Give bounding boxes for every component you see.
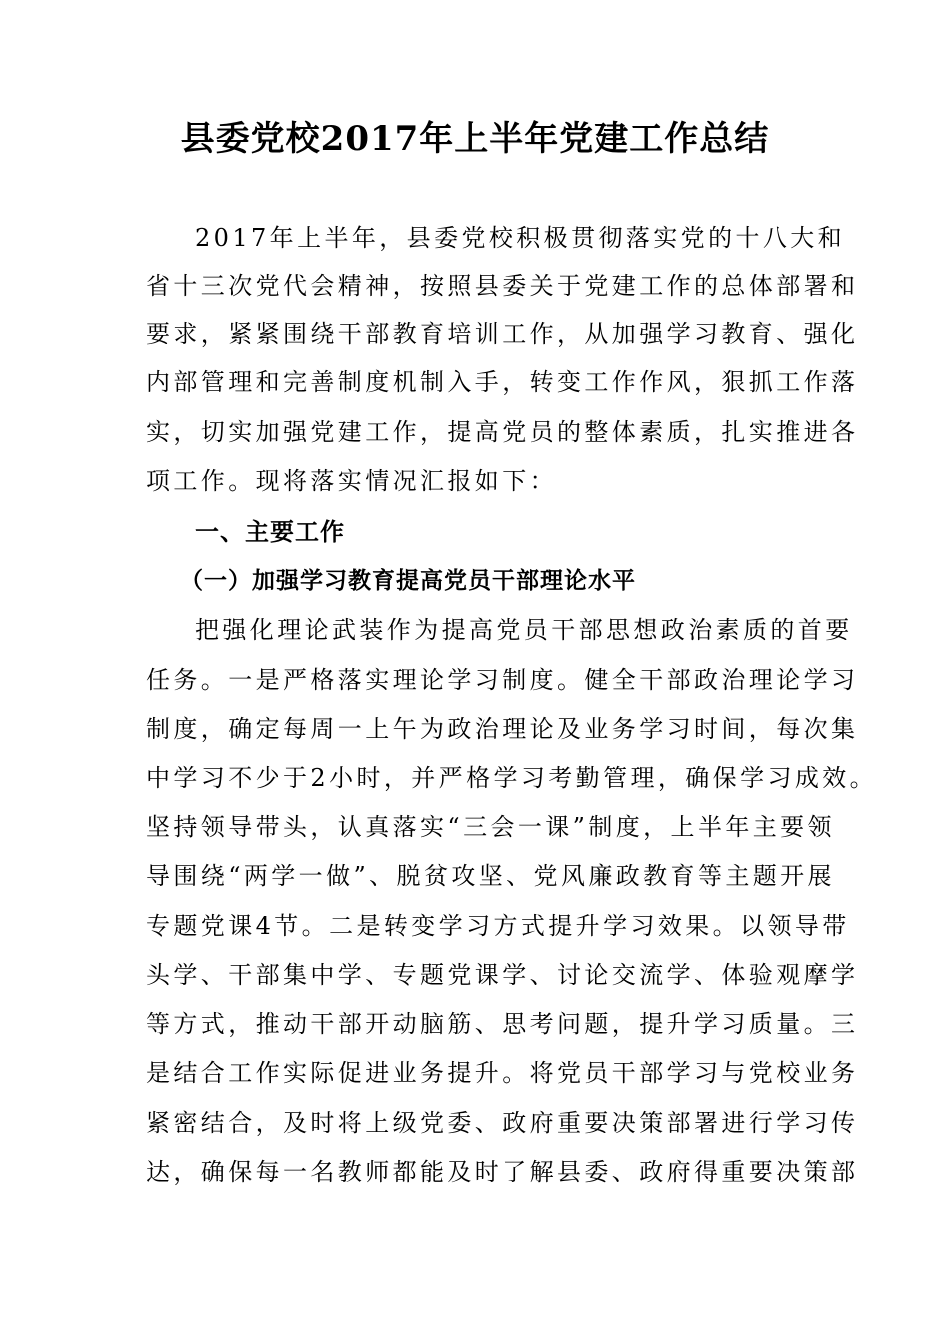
section-heading: 一、主要工作 [195, 518, 345, 546]
body-line: 坚持领导带头，认真落实“三会一课”制度，上半年主要领 [146, 813, 835, 841]
body-line: 中学习不少于2小时，并严格学习考勤管理，确保学习成效。 [146, 764, 878, 792]
subsection-heading: （一）加强学习教育提高党员干部理论水平 [180, 567, 636, 594]
document-title: 县委党校2017年上半年党建工作总结 [180, 119, 770, 159]
body-line: 任务。一是严格落实理论学习制度。健全干部政治理论学习 [146, 666, 859, 694]
body-line: 紧密结合，及时将上级党委、政府重要决策部署进行学习传 [146, 1109, 859, 1137]
body-line: 把强化理论武装作为提高党员干部思想政治素质的首要 [195, 616, 853, 644]
intro-line: 实，切实加强党建工作，提高党员的整体素质，扎实推进各 [146, 418, 859, 446]
intro-line: 项工作。现将落实情况汇报如下： [146, 467, 557, 495]
intro-line: 要求，紧紧围绕干部教育培训工作，从加强学习教育、强化 [146, 320, 859, 348]
body-line: 等方式，推动干部开动脑筋、思考问题，提升学习质量。三 [146, 1010, 859, 1038]
body-line: 专题党课4节。二是转变学习方式提升学习效果。以领导带 [146, 912, 850, 940]
body-line: 导围绕“两学一做”、脱贫攻坚、党风廉政教育等主题开展 [146, 862, 835, 890]
intro-line: 2017年上半年，县委党校积极贯彻落实党的十八大和 [195, 224, 846, 252]
intro-line: 内部管理和完善制度机制入手，转变工作作风，狠抓工作落 [146, 368, 859, 396]
body-line: 头学、干部集中学、专题党课学、讨论交流学、体验观摩学 [146, 961, 859, 989]
body-line: 制度，确定每周一上午为政治理论及业务学习时间，每次集 [146, 715, 859, 743]
body-line: 是结合工作实际促进业务提升。将党员干部学习与党校业务 [146, 1059, 859, 1087]
intro-line: 省十三次党代会精神，按照县委关于党建工作的总体部署和 [146, 272, 859, 300]
body-line: 达，确保每一名教师都能及时了解县委、政府得重要决策部 [146, 1158, 859, 1186]
